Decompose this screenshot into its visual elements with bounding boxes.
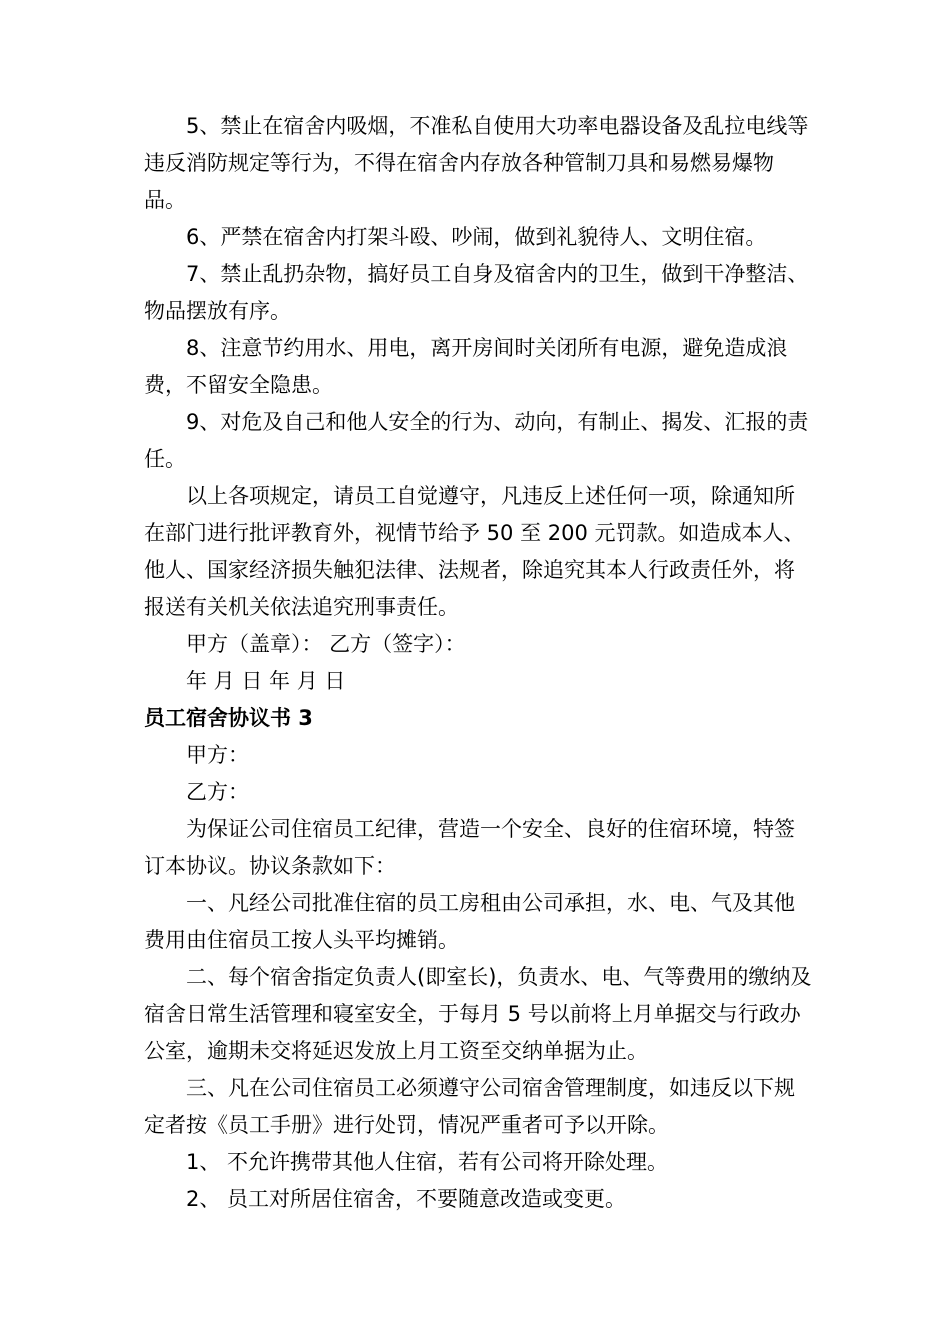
paragraph-intro: 为保证公司住宿员工纪律，营造一个安全、良好的住宿环境，特签订本协议。协议条款如下： [144,817,795,878]
paragraph-rule-9: 9、对危及自己和他人安全的行为、动向，有制止、揭发、汇报的责任。 [144,410,809,471]
section-heading: 员工宿舍协议书 3 [144,706,313,730]
signature-line: 甲方（盖章）： 乙方（签字）： [186,632,466,656]
paragraph-clause-1: 一、凡经公司批准住宿的员工房租由公司承担，水、电、气及其他费用由住宿员工按人头平均摊销。 [144,891,795,952]
paragraph-rule-7: 7、禁止乱扔杂物，搞好员工自身及宿舍内的卫生，做到干净整洁、物品摆放有序。 [144,262,809,323]
document-body [144,108,812,1218]
paragraph-rule-5: 5、禁止在宿舍内吸烟，不准私自使用大功率电器设备及乱拉电线等违反消防规定等行为，不得在宿舍内存放各种管制刀具和易燃易爆物品。 [144,114,809,212]
paragraph-rule-6: 6、严禁在宿舍内打架斗殴、吵闹，做到礼貌待人、文明住宿。 [186,225,767,249]
paragraph-penalty: 以上各项规定，请员工自觉遵守，凡违反上述任何一项，除通知所在部门进行批评教育外，视情节给予 50 至 200 元罚款。如造成本人、他人、国家经济损失触犯法律、法规者，除追究其本人行政责任外，将报送有关机关依法追究刑事责任。 [144,484,805,619]
party-a-label: 甲方： [186,743,249,767]
paragraph-subrule-2: 2、 员工对所居住宿舍，不要随意改造或变更。 [186,1187,627,1211]
paragraph-clause-3: 三、凡在公司住宿员工必须遵守公司宿舍管理制度，如违反以下规定者按《员工手册》进行处罚，情况严重者可予以开除。 [144,1076,795,1137]
paragraph-subrule-1: 1、 不允许携带其他人住宿，若有公司将开除处理。 [186,1150,669,1174]
paragraph-clause-2: 二、每个宿舍指定负责人(即室长)，负责水、电、气等费用的缴纳及宿舍日常生活管理和寝室安全，于每月 5 号以前将上月单据交与行政办公室，逾期未交将延迟发放上月工资至交纳单据为止。 [144,965,812,1063]
party-b-label: 乙方： [186,780,249,804]
date-line: 年 月 日 年 月 日 [186,669,346,693]
paragraph-rule-8: 8、注意节约用水、用电，离开房间时关闭所有电源，避免造成浪费，不留安全隐患。 [144,336,788,397]
